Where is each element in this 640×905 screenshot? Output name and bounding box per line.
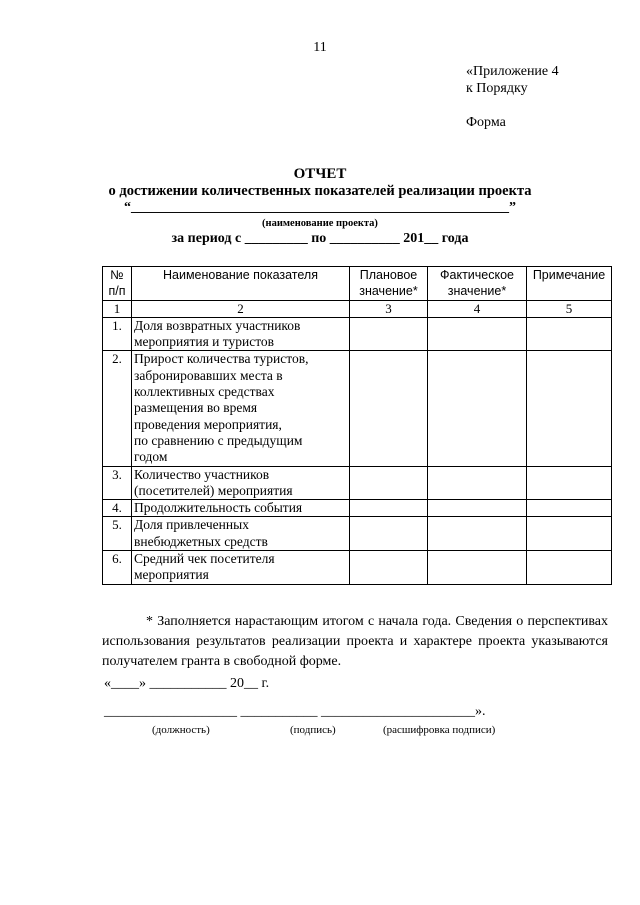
row-number-cell: 3. — [103, 466, 132, 500]
signature-line: ___________________ ___________ ______________________». — [104, 704, 486, 719]
annex-line-1: «Приложение 4 — [466, 64, 559, 79]
project-name-caption: (наименование проекта) — [262, 218, 378, 229]
planned-value-cell — [350, 317, 428, 351]
row-number-cell: 6. — [103, 551, 132, 585]
note-cell — [527, 466, 612, 500]
indicator-name-cell: Прирост количества туристов, забронировавших места в коллективных средствах размещения во время проведения мероприятия, по сравнению с предыдущим годом — [132, 351, 350, 466]
table-row — [103, 517, 612, 551]
row-number-cell: 1. — [103, 317, 132, 351]
signature-decoding-caption: (расшифровка подписи) — [383, 724, 496, 736]
column-number-cell: 5 — [527, 300, 612, 317]
annex-line-2: к Порядку — [466, 81, 528, 96]
table-header-row — [103, 267, 612, 301]
row-number-cell: 2. — [103, 351, 132, 466]
note-cell — [527, 351, 612, 466]
position-caption: (должность) — [152, 724, 210, 736]
actual-value-cell — [428, 500, 527, 517]
table-row — [103, 317, 612, 351]
actual-value-cell — [428, 351, 527, 466]
signature-caption: (подпись) — [290, 724, 336, 736]
planned-value-cell — [350, 500, 428, 517]
note-cell — [527, 517, 612, 551]
row-number-cell: 5. — [103, 517, 132, 551]
table-row — [103, 351, 612, 466]
indicator-name-cell: Количество участников (посетителей) мероприятия — [132, 466, 350, 500]
note-cell — [527, 551, 612, 585]
form-label: Форма — [466, 115, 506, 130]
project-name-blank: “______________________________________________________” — [124, 200, 516, 215]
note-cell — [527, 500, 612, 517]
report-title: ОТЧЕТ — [293, 166, 347, 182]
actual-value-cell — [428, 551, 527, 585]
column-number-cell: 2 — [132, 300, 350, 317]
note-cell — [527, 317, 612, 351]
row-number-cell: 4. — [103, 500, 132, 517]
column-number-row — [103, 300, 612, 317]
indicator-name-cell: Доля возвратных участников мероприятия и туристов — [132, 317, 350, 351]
footnote: * Заполняется нарастающим итогом с начала года. Сведения о перспективах использования результатов реализации проекта и характере проекта указываются получателем гранта в свободной форме. — [102, 614, 608, 669]
column-number-cell: 3 — [350, 300, 428, 317]
indicator-name-cell: Доля привлеченных внебюджетных средств — [132, 517, 350, 551]
planned-value-cell — [350, 551, 428, 585]
table-row — [103, 466, 612, 500]
date-line: «____» ___________ 20__ г. — [104, 676, 270, 691]
actual-value-cell — [428, 317, 527, 351]
table-header-cell: № п/п — [103, 267, 132, 301]
table-row — [103, 551, 612, 585]
indicator-name-cell: Продолжительность события — [132, 500, 350, 517]
table-header-cell: Фактическое значение* — [428, 267, 527, 301]
planned-value-cell — [350, 351, 428, 466]
planned-value-cell — [350, 466, 428, 500]
table-row — [103, 500, 612, 517]
indicators-table — [102, 266, 612, 585]
actual-value-cell — [428, 466, 527, 500]
indicator-name-cell: Средний чек посетителя мероприятия — [132, 551, 350, 585]
report-period: за период с _________ по __________ 201__ года — [171, 231, 469, 246]
actual-value-cell — [428, 517, 527, 551]
report-subtitle: о достижении количественных показателей реализации проекта — [108, 183, 532, 199]
planned-value-cell — [350, 517, 428, 551]
table-header-cell: Наименование показателя — [132, 267, 350, 301]
table-header-cell: Примечание — [527, 267, 612, 301]
annex-reference — [466, 63, 559, 97]
table-header-cell: Плановое значение* — [350, 267, 428, 301]
page-number: 11 — [313, 40, 327, 55]
column-number-cell: 1 — [103, 300, 132, 317]
column-number-cell: 4 — [428, 300, 527, 317]
